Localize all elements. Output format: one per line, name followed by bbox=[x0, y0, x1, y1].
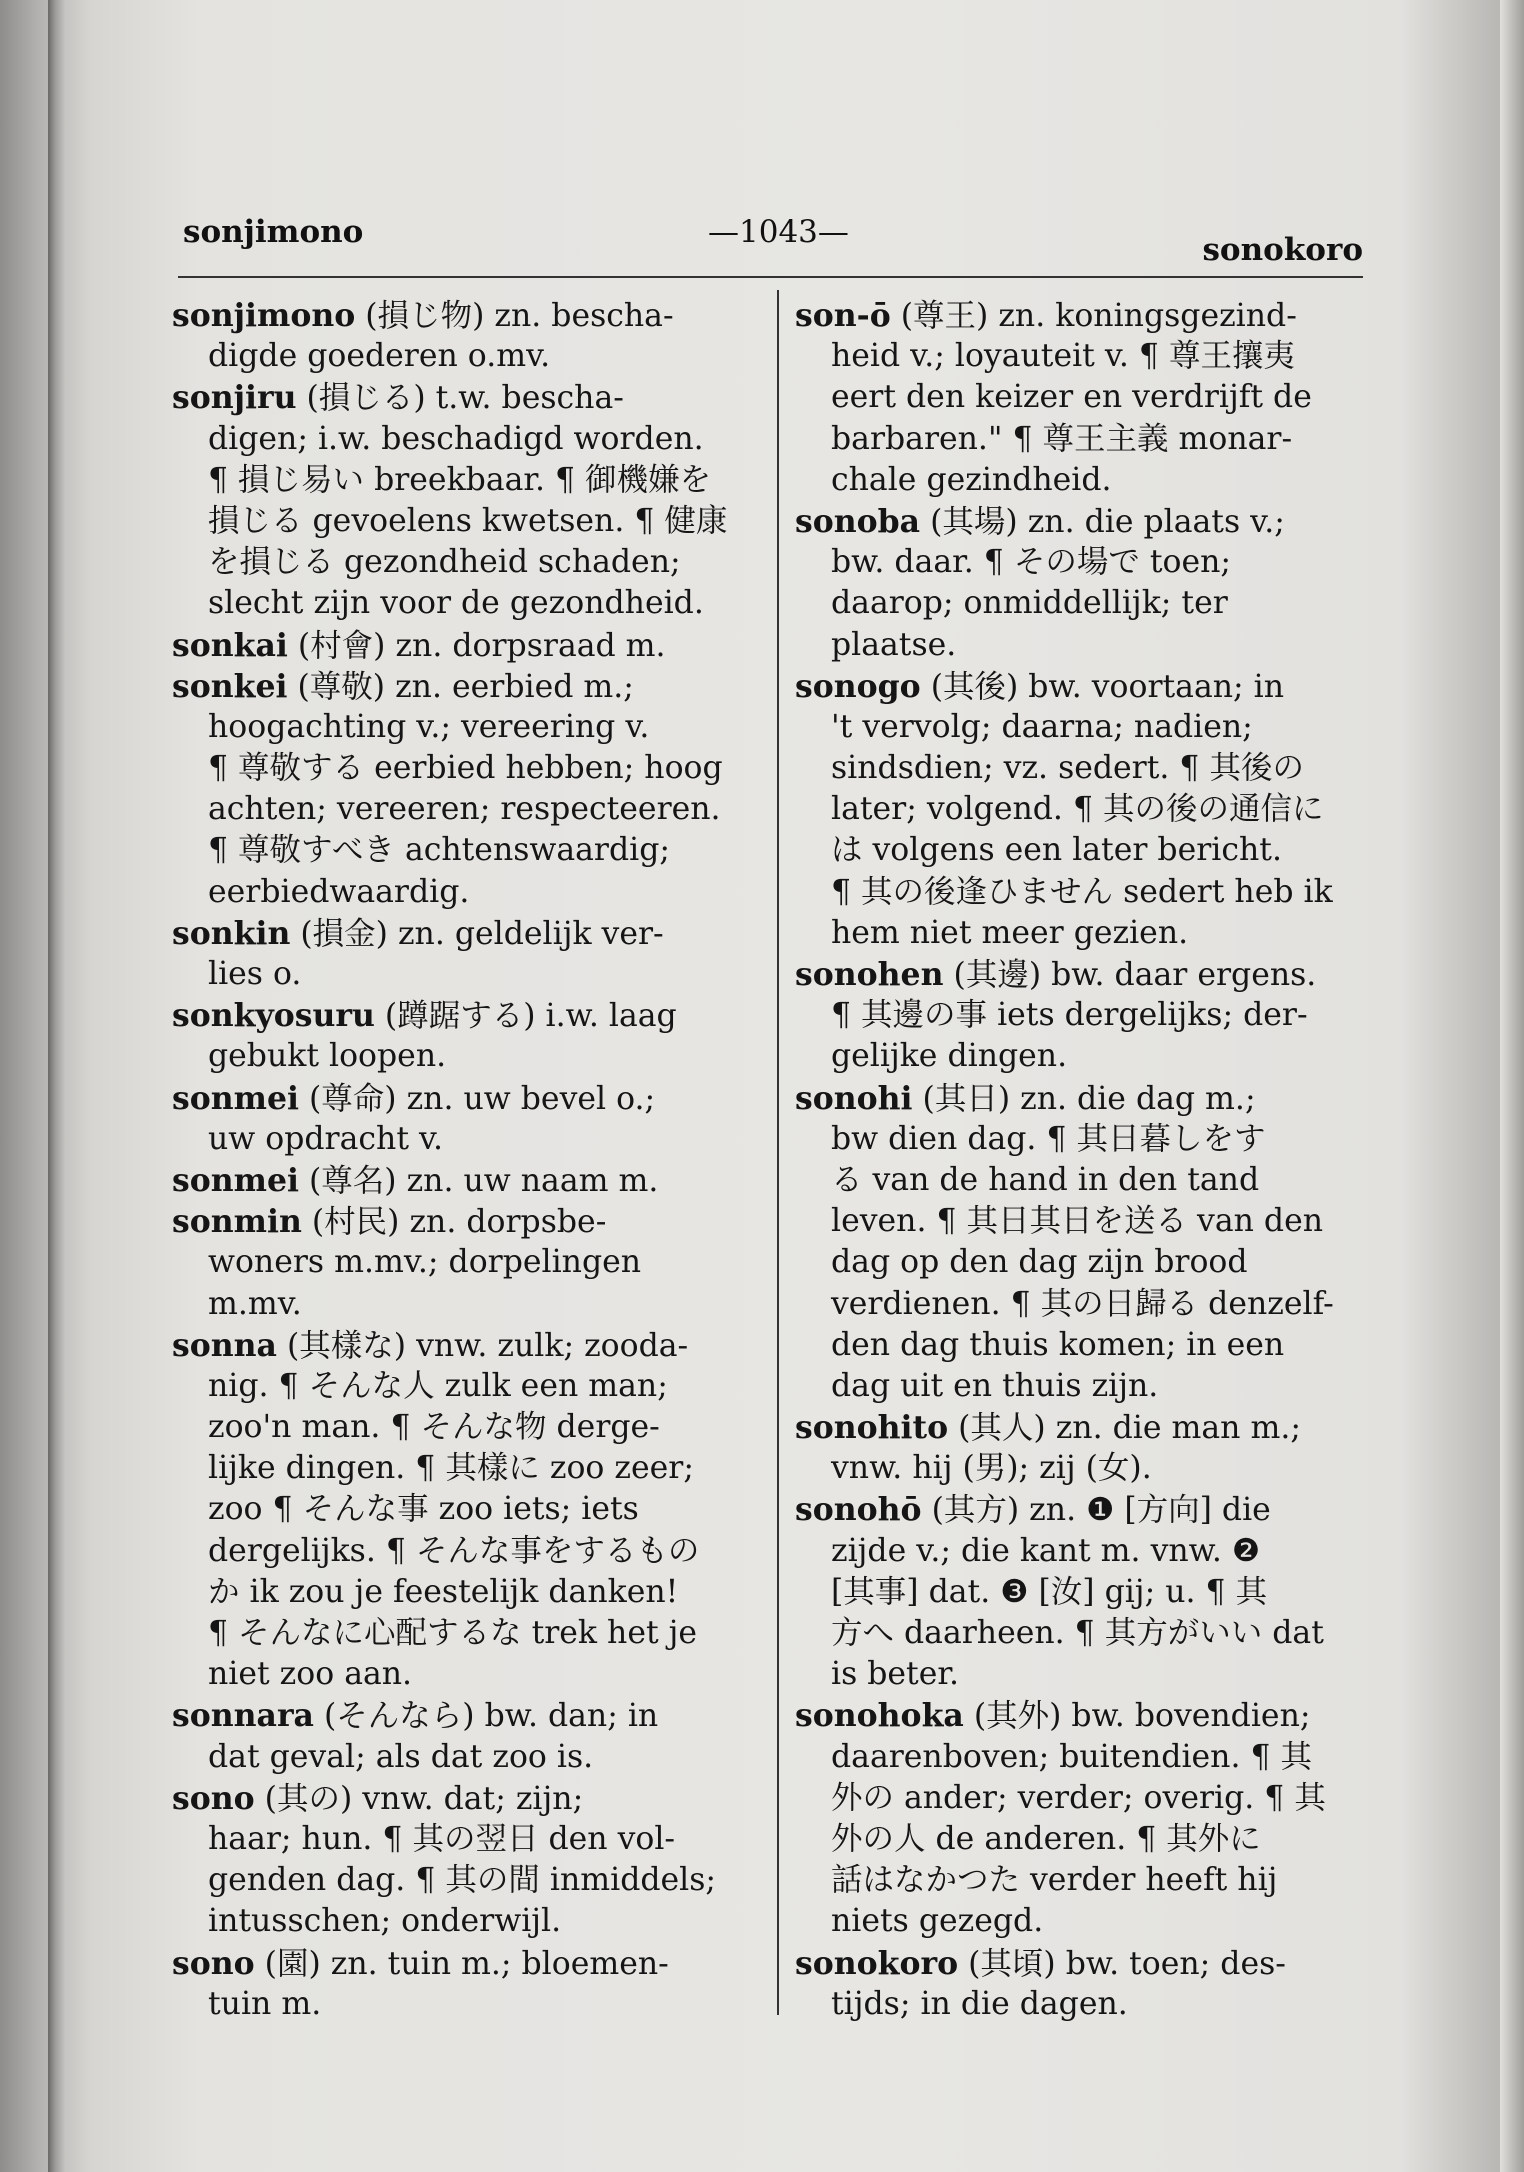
entry-continuation-line: dergelijks. ¶ そんな事をするもの bbox=[208, 1532, 700, 1569]
entry-definition: (其頃) bw. toen; des- bbox=[958, 1945, 1286, 1982]
entry-continuation-line: を損じる gezondheid schaden; bbox=[208, 544, 681, 581]
headword: sonmei bbox=[172, 1079, 299, 1117]
entry-continuation-line: lies o. bbox=[208, 956, 302, 992]
entry-continuation-line: achten; vereeren; respecteeren. bbox=[208, 791, 721, 828]
entry-continuation-line: eerbiedwaardig. bbox=[208, 873, 470, 910]
headword: sonkin bbox=[172, 914, 291, 952]
page-number: —1043— bbox=[708, 214, 849, 250]
entry-continuation-line: る van de hand in den tand bbox=[831, 1161, 1260, 1198]
entry-continuation-line: ¶ 尊敬する eerbied hebben; hoog bbox=[208, 750, 723, 787]
entry-continuation-line: heid v.; loyauteit v. ¶ 尊王攘夷 bbox=[831, 338, 1295, 375]
entry-continuation-line: か ik zou je feestelijk danken! bbox=[208, 1573, 679, 1610]
entry-definition: (其邊) bw. daar ergens. bbox=[943, 957, 1317, 993]
entry-continuation-line: gelijke dingen. bbox=[831, 1038, 1068, 1075]
entry-continuation-line: uw opdracht v. bbox=[208, 1120, 444, 1157]
dictionary-entry bbox=[172, 377, 752, 624]
entry-continuation-line: niets gezegd. bbox=[831, 1903, 1044, 1940]
entry-first-line bbox=[172, 295, 752, 336]
entry-first-line bbox=[172, 1078, 752, 1119]
entry-continuation-line: ¶ 尊敬すべき achtenswaardig; bbox=[208, 832, 670, 869]
header-last-word: sonokoro bbox=[1202, 232, 1363, 268]
entry-definition: (村會) zn. dorpsraad m. bbox=[287, 627, 666, 664]
entry-first-line bbox=[795, 1078, 1370, 1119]
dictionary-entry bbox=[172, 1201, 752, 1325]
entry-continuation-line: 外の ander; verder; overig. ¶ 其 bbox=[831, 1779, 1326, 1816]
headword: sonkyosuru bbox=[172, 997, 375, 1035]
entry-continuation-line: hoogachting v.; vereering v. bbox=[208, 708, 650, 745]
entry-first-line bbox=[172, 1778, 752, 1819]
page-edge bbox=[1500, 0, 1524, 2172]
dictionary-entry bbox=[795, 1078, 1370, 1408]
dictionary-entry bbox=[795, 666, 1370, 954]
entry-first-line bbox=[172, 1943, 752, 1984]
entry-continuation-line: plaatse. bbox=[831, 626, 957, 663]
entry-first-line bbox=[795, 666, 1370, 707]
headword: sonkai bbox=[172, 626, 288, 664]
entry-first-line bbox=[795, 1489, 1370, 1530]
dictionary-entry bbox=[172, 1160, 752, 1201]
entry-continuation-line: daarop; onmiddellijk; ter bbox=[831, 585, 1228, 622]
dictionary-entry bbox=[172, 666, 752, 913]
entry-first-line bbox=[172, 666, 752, 707]
entry-continuation-line: nig. ¶ そんな人 zulk een man; bbox=[208, 1367, 668, 1404]
entry-continuation-line: woners m.mv.; dorpelingen bbox=[208, 1244, 642, 1281]
entry-continuation-line: hem niet meer gezien. bbox=[831, 914, 1189, 951]
entry-continuation-line: dag op den dag zijn brood bbox=[831, 1244, 1248, 1281]
dictionary-entry bbox=[795, 1489, 1370, 1695]
entry-continuation-line: 話はなかつた verder heeft hij bbox=[831, 1862, 1278, 1899]
entry-continuation-line: verdienen. ¶ 其の日歸る denzelf- bbox=[831, 1285, 1334, 1322]
entry-continuation-line: niet zoo aan. bbox=[208, 1656, 413, 1693]
headword: sonmei bbox=[172, 1161, 299, 1199]
entry-first-line bbox=[172, 1325, 752, 1366]
headword: son-ō bbox=[795, 297, 891, 334]
entry-continuation-line: haar; hun. ¶ 其の翌日 den vol- bbox=[208, 1820, 676, 1857]
headword: sonjiru bbox=[172, 379, 297, 417]
entry-definition: (其場) zn. die plaats v.; bbox=[920, 503, 1285, 540]
headword: sonna bbox=[172, 1326, 277, 1364]
entry-definition: (其樣な) vnw. zulk; zooda- bbox=[276, 1327, 689, 1364]
entry-continuation-line: ¶ 其の後逢ひません sedert heb ik bbox=[831, 873, 1333, 910]
headword: sonjimono bbox=[172, 297, 356, 334]
dictionary-entry bbox=[172, 1695, 752, 1777]
entry-continuation-line: m.mv. bbox=[208, 1285, 302, 1322]
entry-definition: (其方) zn. ❶ [方向] die bbox=[921, 1492, 1271, 1529]
headword: sonkei bbox=[172, 667, 288, 705]
entry-continuation-line: dag uit en thuis zijn. bbox=[831, 1367, 1159, 1404]
entry-definition: (損じ物) zn. bescha- bbox=[355, 298, 674, 334]
entry-definition: (損じる) t.w. bescha- bbox=[296, 380, 624, 417]
entry-continuation-line: ¶ 其邊の事 iets dergelijks; der- bbox=[831, 997, 1308, 1034]
header-first-word: sonjimono bbox=[183, 214, 364, 250]
running-header bbox=[183, 214, 1363, 274]
dictionary-entry bbox=[172, 1943, 752, 2025]
entry-continuation-line: daarenboven; buitendien. ¶ 其 bbox=[831, 1738, 1313, 1775]
entry-definition: (其の) vnw. dat; zijn; bbox=[254, 1780, 584, 1817]
entry-continuation-line: vnw. hij (男); zij (女). bbox=[831, 1450, 1152, 1487]
entry-first-line bbox=[795, 501, 1370, 542]
entry-definition: (其日) zn. die dag m.; bbox=[912, 1080, 1256, 1117]
entry-continuation-line: bw dien dag. ¶ 其日暮しをす bbox=[831, 1120, 1266, 1157]
column-divider bbox=[777, 290, 779, 2015]
entry-continuation-line: ¶ 損じ易い breekbaar. ¶ 御機嫌を bbox=[208, 461, 712, 498]
dictionary-entry bbox=[172, 913, 752, 995]
entry-continuation-line: gebukt loopen. bbox=[208, 1038, 447, 1075]
entry-continuation-line: 外の人 de anderen. ¶ 其外に bbox=[831, 1820, 1261, 1857]
dictionary-entry bbox=[795, 501, 1370, 666]
headword: sonohito bbox=[795, 1409, 949, 1447]
entry-continuation-line: lijke dingen. ¶ 其樣に zoo zeer; bbox=[208, 1450, 694, 1487]
entry-definition: (其外) bw. bovendien; bbox=[963, 1698, 1311, 1735]
entry-continuation-line: は volgens een later bericht. bbox=[831, 832, 1282, 869]
headword: sonmin bbox=[172, 1203, 302, 1241]
entry-continuation-line: tijds; in die dagen. bbox=[831, 1985, 1128, 2022]
left-column bbox=[172, 295, 752, 2025]
entry-definition: (損金) zn. geldelijk ver- bbox=[290, 915, 664, 952]
headword: sonohoka bbox=[795, 1697, 964, 1735]
entry-continuation-line: sindsdien; vz. sedert. ¶ 其後の bbox=[831, 750, 1304, 787]
dictionary-entry bbox=[795, 1695, 1370, 1942]
entry-first-line bbox=[795, 295, 1370, 336]
entry-continuation-line: genden dag. ¶ 其の間 inmiddels; bbox=[208, 1862, 717, 1899]
headword: sono bbox=[172, 1944, 255, 1982]
entry-continuation-line: 損じる gevoelens kwetsen. ¶ 健康 bbox=[208, 502, 728, 539]
book-binding bbox=[48, 0, 66, 2172]
headword: sonohi bbox=[795, 1079, 913, 1117]
entry-first-line bbox=[172, 625, 752, 666]
entry-first-line bbox=[795, 1943, 1370, 1984]
entry-continuation-line: digen; i.w. beschadigd worden. bbox=[208, 420, 704, 457]
entry-definition: (園) zn. tuin m.; bloemen- bbox=[254, 1945, 669, 1982]
entry-first-line bbox=[172, 913, 752, 954]
entry-first-line bbox=[795, 954, 1370, 995]
entry-continuation-line: [其事] dat. ❸ [汝] gij; u. ¶ 其 bbox=[831, 1573, 1268, 1610]
entry-continuation-line: slecht zijn voor de gezondheid. bbox=[208, 585, 704, 622]
entry-definition: (尊敬) zn. eerbied m.; bbox=[287, 668, 634, 705]
entry-first-line bbox=[795, 1407, 1370, 1448]
entry-definition: (そんなら) bw. dan; in bbox=[313, 1698, 659, 1735]
entry-continuation-line: barbaren." ¶ 尊王主義 monar- bbox=[831, 420, 1293, 457]
entry-continuation-line: den dag thuis komen; in een bbox=[831, 1326, 1285, 1363]
dictionary-entry bbox=[172, 295, 752, 377]
dictionary-entry bbox=[795, 1407, 1370, 1489]
header-rule bbox=[178, 276, 1363, 278]
entry-definition: (尊王) zn. koningsgezind- bbox=[890, 298, 1297, 334]
headword: sonogo bbox=[795, 667, 921, 705]
entry-continuation-line: tuin m. bbox=[208, 1985, 322, 2022]
entry-first-line bbox=[172, 1201, 752, 1242]
dictionary-entry bbox=[795, 1943, 1370, 2025]
dictionary-entry bbox=[795, 295, 1370, 501]
headword: sonokoro bbox=[795, 1944, 959, 1982]
entry-definition: (其人) zn. die man m.; bbox=[948, 1410, 1301, 1447]
entry-continuation-line: 方へ daarheen. ¶ 其方がいい dat bbox=[831, 1615, 1324, 1651]
right-column bbox=[795, 295, 1370, 2025]
headword: sonohō bbox=[795, 1491, 922, 1529]
entry-continuation-line: chale gezindheid. bbox=[831, 461, 1112, 498]
entry-continuation-line: 't vervolg; daarna; nadien; bbox=[831, 708, 1253, 745]
entry-continuation-line: zoo ¶ そんな事 zoo iets; iets bbox=[208, 1491, 639, 1528]
entry-first-line bbox=[795, 1695, 1370, 1736]
headword: sonoba bbox=[795, 502, 921, 540]
dictionary-entry bbox=[172, 1325, 752, 1696]
entry-definition: (村民) zn. dorpsbe- bbox=[301, 1204, 607, 1241]
entry-first-line bbox=[172, 1160, 752, 1201]
headword: sonnara bbox=[172, 1697, 314, 1735]
dictionary-entry bbox=[172, 1078, 752, 1160]
entry-continuation-line: leven. ¶ 其日其日を送る van den bbox=[831, 1203, 1324, 1240]
entry-continuation-line: zijde v.; die kant m. vnw. ❷ bbox=[831, 1532, 1261, 1569]
entry-continuation-line: zoo'n man. ¶ そんな物 derge- bbox=[208, 1409, 660, 1446]
entry-continuation-line: ¶ そんなに心配するな trek het je bbox=[208, 1615, 698, 1651]
entry-continuation-line: is beter. bbox=[831, 1656, 959, 1693]
entry-first-line bbox=[172, 1695, 752, 1736]
entry-continuation-line: eert den keizer en verdrijft de bbox=[831, 379, 1312, 416]
headword: sonohen bbox=[795, 956, 944, 993]
entry-definition: (蹲踞する) i.w. laag bbox=[374, 998, 677, 1035]
headword: sono bbox=[172, 1779, 255, 1817]
entry-continuation-line: digde goederen o.mv. bbox=[208, 338, 551, 375]
entry-first-line bbox=[172, 995, 752, 1036]
entry-continuation-line: bw. daar. ¶ その場で toen; bbox=[831, 544, 1231, 581]
dictionary-entry bbox=[172, 995, 752, 1077]
entry-definition: (其後) bw. voortaan; in bbox=[920, 668, 1284, 705]
entry-continuation-line: later; volgend. ¶ 其の後の通信に bbox=[831, 791, 1324, 828]
entry-continuation-line: dat geval; als dat zoo is. bbox=[208, 1738, 594, 1775]
dictionary-entry bbox=[172, 625, 752, 666]
dictionary-entry bbox=[172, 1778, 752, 1943]
entry-definition: (尊名) zn. uw naam m. bbox=[298, 1162, 659, 1199]
dictionary-entry bbox=[795, 954, 1370, 1078]
entry-definition: (尊命) zn. uw bevel o.; bbox=[298, 1080, 656, 1117]
entry-first-line bbox=[172, 377, 752, 418]
entry-continuation-line: intusschen; onderwijl. bbox=[208, 1903, 562, 1940]
